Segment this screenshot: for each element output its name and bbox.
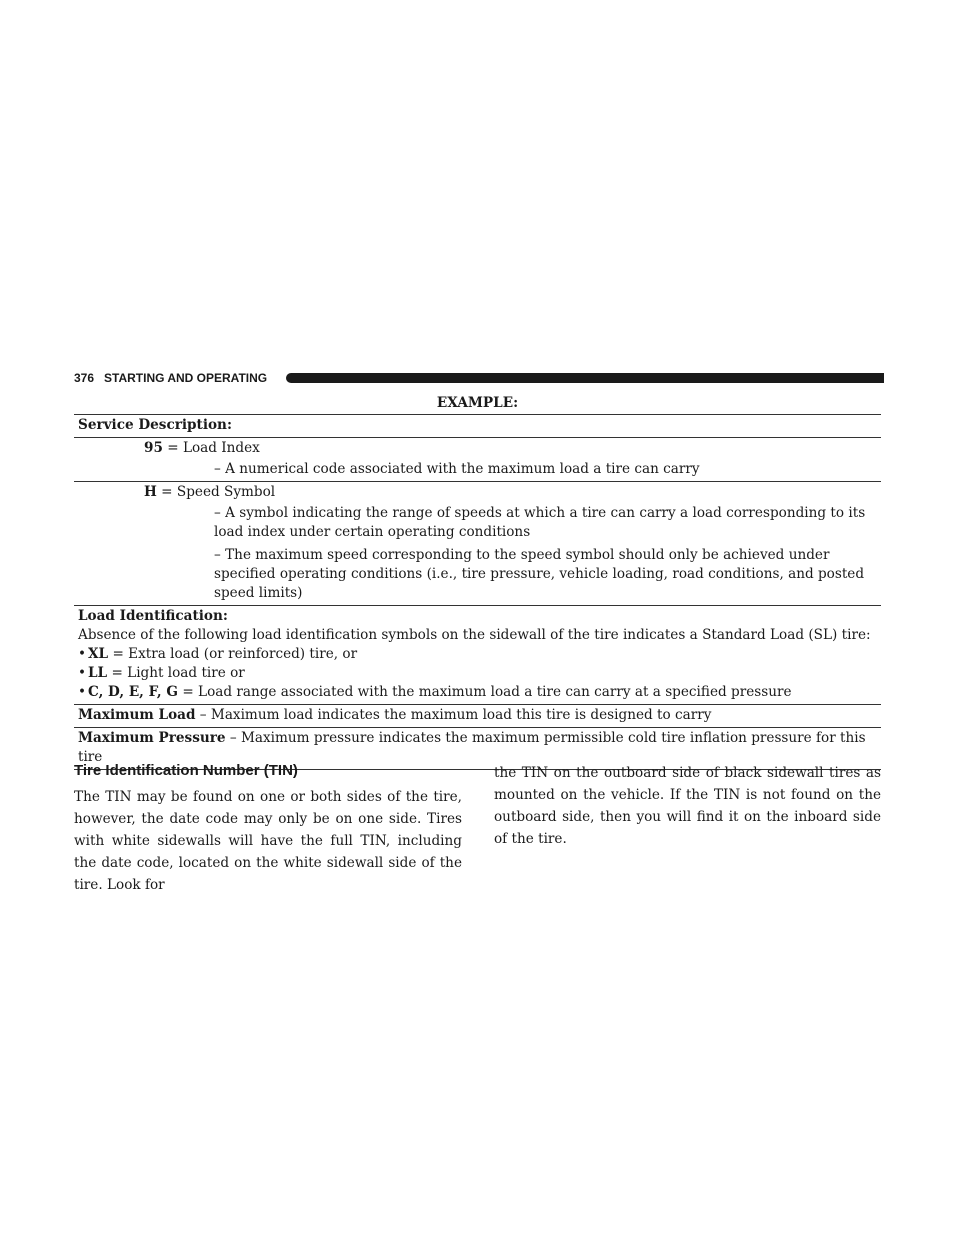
maximum-pressure-label: Maximum Pressure	[78, 730, 226, 746]
load-identification-label: Load Identification:	[78, 608, 228, 624]
maximum-load-label: Maximum Load	[78, 707, 196, 723]
load-identification-row	[74, 606, 881, 705]
list-item: • LL = Light load tire or	[78, 665, 245, 681]
tin-heading: Tire Identification Number (TIN)	[74, 762, 298, 779]
load-identification-text: Absence of the following load identification symbols on the sidewall of the tire indicates a Standard Load (SL) tire:	[78, 627, 871, 643]
list-item: • XL = Extra load (or reinforced) tire, or	[78, 646, 358, 662]
tin-paragraph-col2: the TIN on the outboard side of black sidewall tires as mounted on the vehicle. If the TIN is not found on the outboard side, then you will find it on the inboard side of the tire.	[494, 765, 881, 847]
page-header	[74, 370, 884, 386]
table-title: EXAMPLE:	[74, 392, 881, 415]
example-table	[74, 392, 881, 770]
maximum-pressure-text: – Maximum pressure indicates the maximum permissible cold tire inflation pressure for this tire	[78, 730, 866, 765]
header-rule	[286, 373, 884, 383]
maximum-load-row	[74, 705, 881, 728]
maximum-load-text: – Maximum load indicates the maximum load this tire is designed to carry	[199, 707, 712, 723]
speed-symbol-desc1: – A symbol indicating the range of speeds at which a tire can carry a load corresponding to its load index under certain operating conditions	[214, 505, 866, 540]
load-index-desc: – A numerical code associated with the maximum load a tire can carry	[214, 461, 700, 477]
section-title: STARTING AND OPERATING	[104, 371, 268, 385]
speed-symbol-label: = Speed Symbol	[161, 484, 276, 500]
load-index-row	[74, 438, 881, 482]
speed-symbol-row	[74, 482, 881, 606]
page-number: 376	[74, 371, 95, 385]
tin-paragraph-col1: The TIN may be found on one or both sides of the tire, however, the date code may only be on one side. Tires with white sidewalls will have the full TIN, including the date code, located on the white sidewall side of the tire. Look for	[74, 789, 462, 893]
speed-symbol-code: H	[144, 484, 157, 500]
load-index-label: = Load Index	[167, 440, 260, 456]
service-description-row	[74, 415, 881, 438]
list-item: • C, D, E, F, G = Load range associated with the maximum load a tire can carry at a specified pressure	[78, 684, 792, 700]
load-index-code: 95	[144, 440, 163, 456]
service-description-label: Service Description:	[78, 417, 232, 433]
speed-symbol-desc2: – The maximum speed corresponding to the speed symbol should only be achieved under specified operating conditions (i.e., tire pressure, vehicle loading, road conditions, and posted speed limits)	[214, 547, 865, 601]
